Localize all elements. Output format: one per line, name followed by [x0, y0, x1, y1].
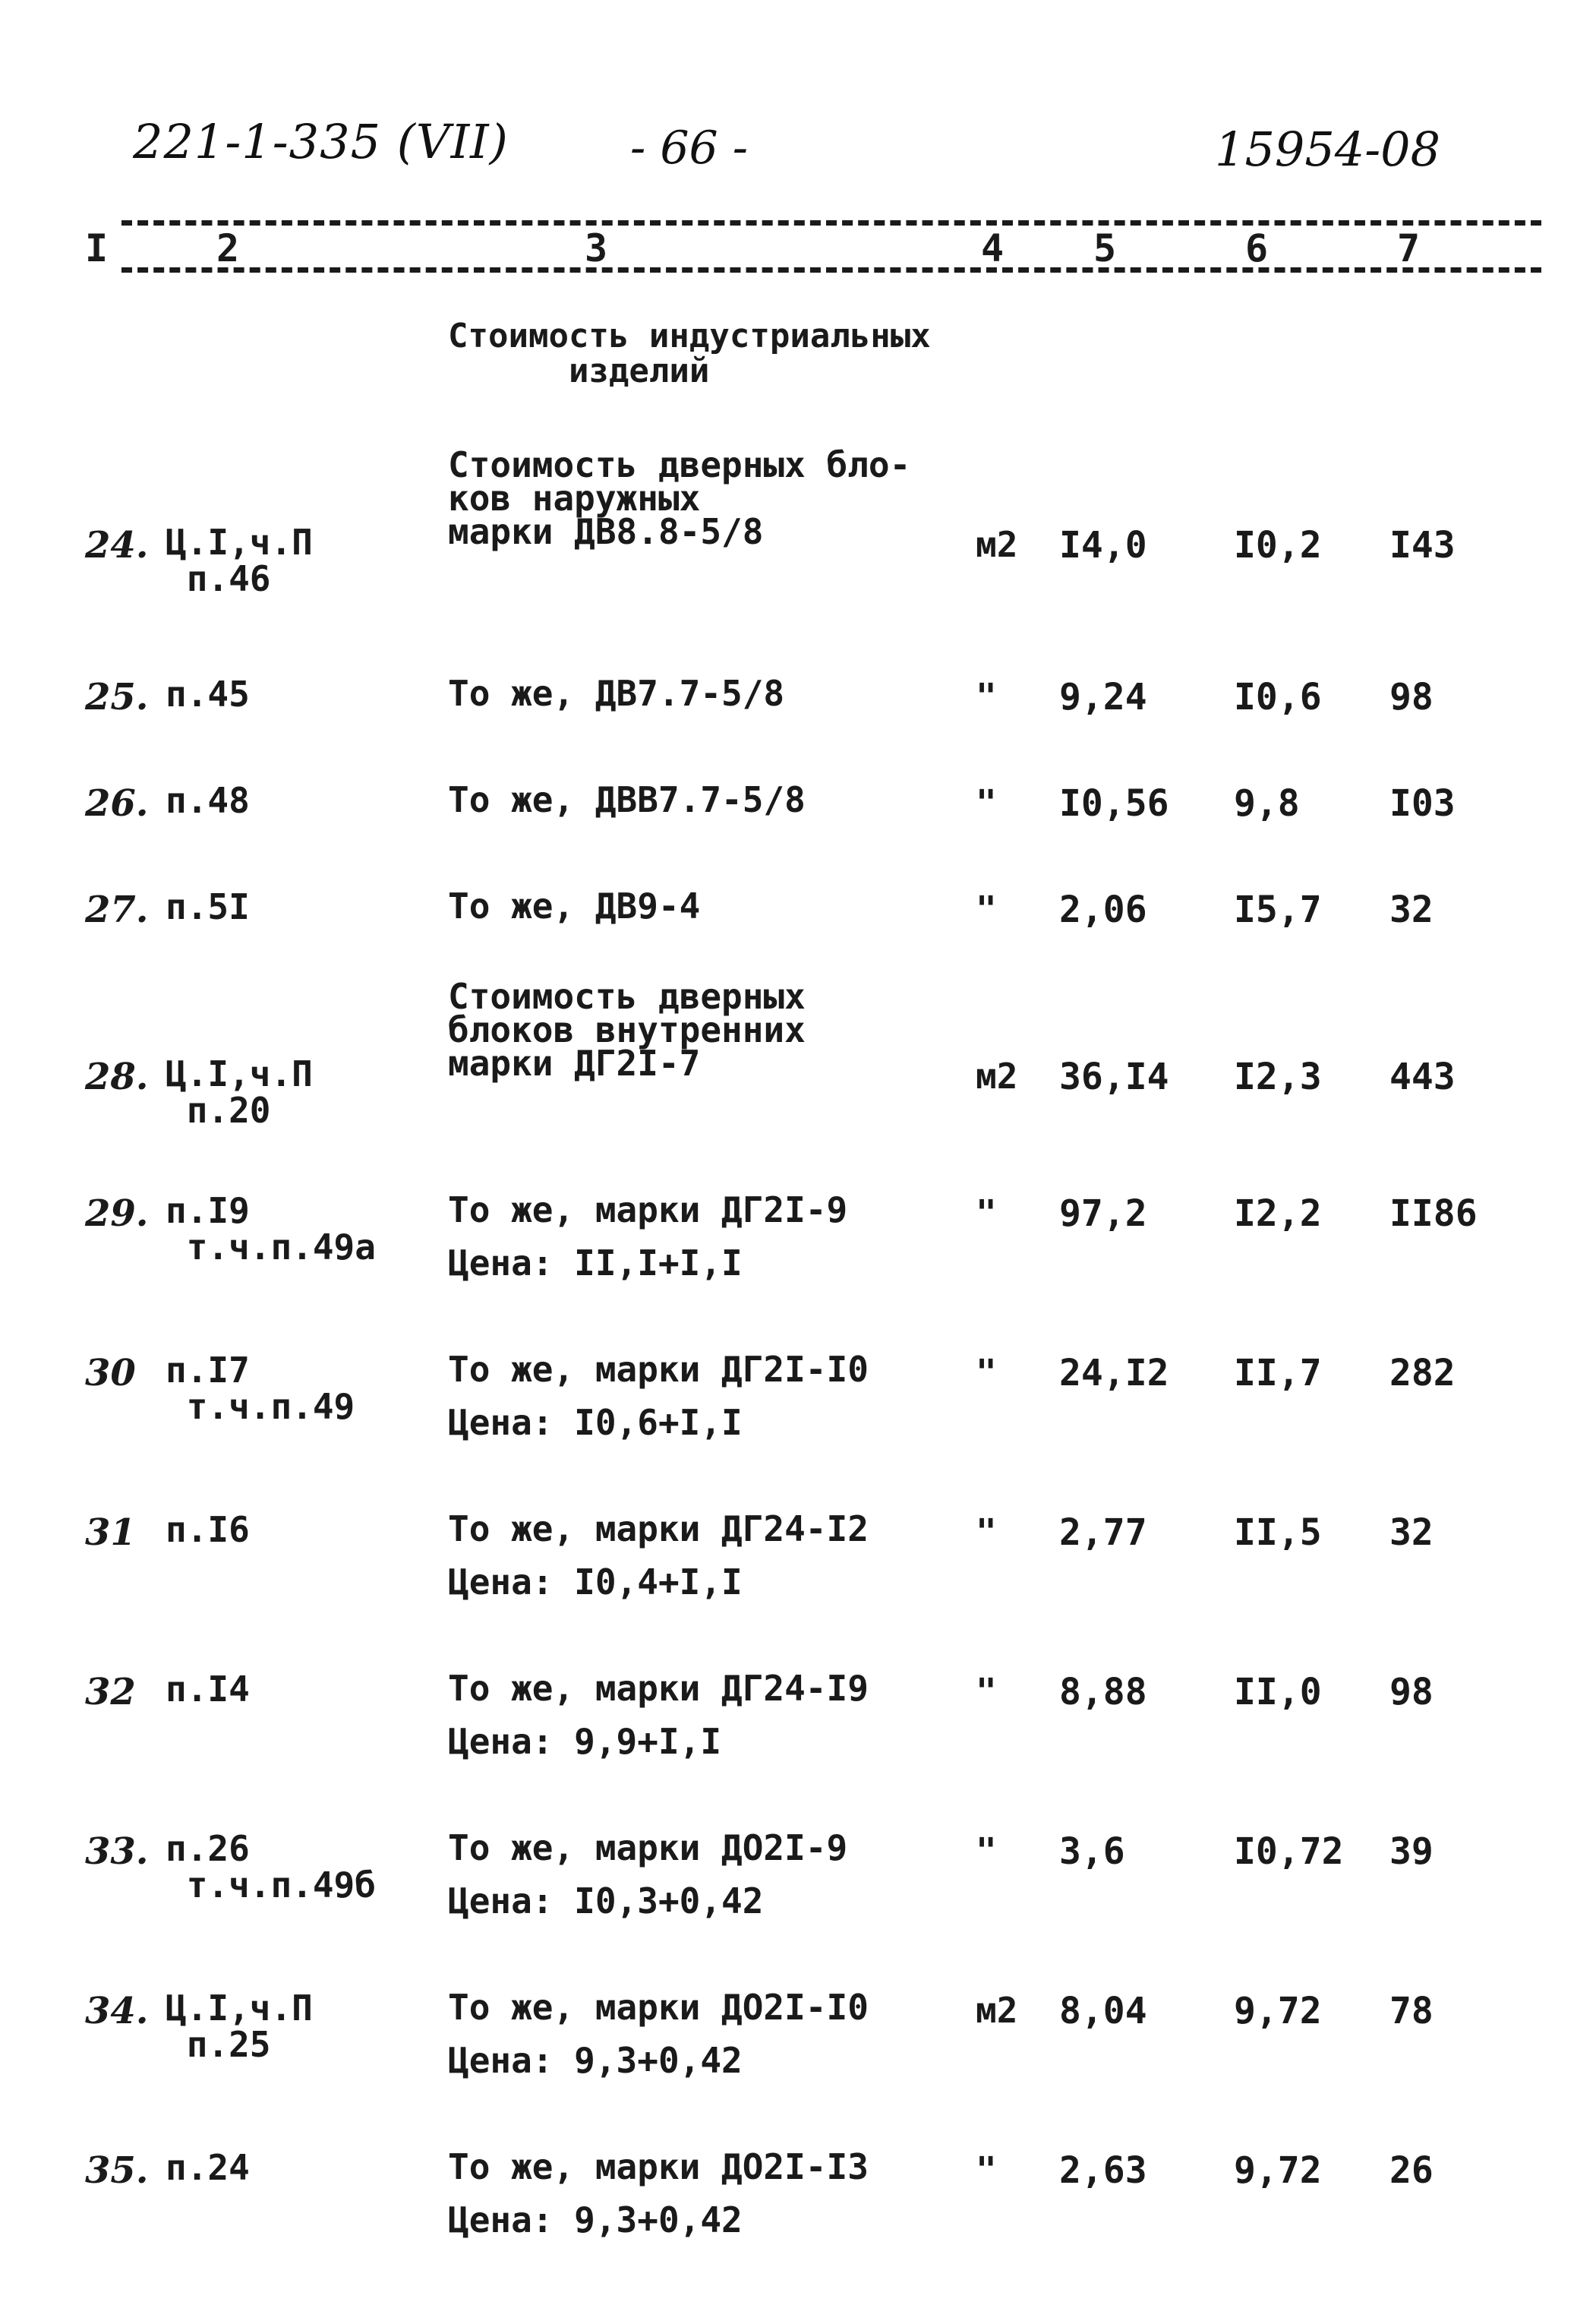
unit: " [976, 889, 997, 930]
table-row [0, 1668, 1596, 1762]
total-cost: 39 [1389, 1830, 1434, 1873]
unit-price: 9,72 [1234, 1990, 1322, 2032]
table-row [0, 1508, 1596, 1602]
unit: " [976, 1830, 997, 1871]
item-description: То же, марки ДГ2I-I0 Цена: I0,6+I,I [448, 1349, 869, 1443]
unit: " [976, 676, 997, 717]
column-number: 3 [585, 226, 608, 270]
price-reference: п.I6 [166, 1509, 250, 1550]
table-row [0, 1189, 1596, 1284]
table-row [0, 673, 1596, 718]
quantity: I0,56 [1059, 782, 1169, 825]
item-description: То же, ДВВ7.7-5/8 [448, 779, 806, 820]
row-number: 35. [85, 2149, 149, 2192]
row-number: 28. [85, 1056, 149, 1098]
total-cost: 32 [1389, 889, 1434, 931]
column-number: 7 [1397, 226, 1421, 270]
quantity: 8,88 [1059, 1671, 1147, 1713]
item-description: То же, марки ДО2I-I0 Цена: 9,3+0,42 [448, 1987, 869, 2081]
price-reference: Ц.I,ч.П п.46 [166, 522, 313, 599]
total-cost: 98 [1389, 1671, 1434, 1713]
unit-price: I2,2 [1234, 1192, 1322, 1235]
table-row [0, 1987, 1596, 2081]
item-description: Стоимость дверных блоков внутренних марки ДГ2I-7 [448, 976, 806, 1084]
quantity: 9,24 [1059, 676, 1147, 718]
row-number: 27. [85, 889, 149, 931]
unit-price: I0,72 [1234, 1830, 1344, 1873]
total-cost: 78 [1389, 1990, 1434, 2032]
quantity: 24,I2 [1059, 1352, 1169, 1394]
unit-price: I5,7 [1234, 889, 1322, 931]
section-title: Стоимость индустриальных изделий [448, 317, 931, 390]
unit-price: I0,2 [1234, 524, 1322, 567]
row-number: 25. [85, 676, 149, 718]
table-row [0, 444, 1596, 599]
row-number: 34. [85, 1990, 149, 2032]
unit-price: II,7 [1234, 1352, 1322, 1394]
item-description: То же, марки ДО2I-9 Цена: I0,3+0,42 [448, 1827, 848, 1921]
column-number: 6 [1245, 226, 1269, 270]
archive-number: 15954-08 [1215, 122, 1441, 177]
column-number: I [85, 226, 109, 270]
header-rule-top [121, 220, 1541, 226]
price-reference: п.24 [166, 2147, 250, 2188]
unit-price: II,5 [1234, 1511, 1322, 1554]
row-number: 32 [85, 1671, 136, 1713]
item-description: То же, марки ДГ24-I2 Цена: I0,4+I,I [448, 1508, 869, 1602]
column-number: 2 [216, 226, 240, 270]
column-number: 4 [981, 226, 1005, 270]
price-reference: п.I4 [166, 1669, 250, 1710]
unit-price: I2,3 [1234, 1056, 1322, 1098]
page-number: - 66 - [630, 122, 749, 175]
price-reference: Ц.I,ч.П п.25 [166, 1988, 313, 2065]
item-description: То же, ДВ9-4 [448, 886, 701, 927]
item-description: То же, марки ДГ2I-9 Цена: II,I+I,I [448, 1189, 848, 1284]
unit: " [976, 782, 997, 823]
total-cost: I03 [1389, 782, 1456, 825]
table-row [0, 1827, 1596, 1921]
row-number: 30 [85, 1352, 136, 1394]
unit: " [976, 1352, 997, 1393]
column-number: 5 [1093, 226, 1117, 270]
header-rule-bottom [121, 267, 1541, 273]
table-row [0, 779, 1596, 825]
total-cost: 32 [1389, 1511, 1434, 1554]
row-number: 31 [85, 1511, 136, 1554]
doc-code: 221-1-335 (VII) [133, 114, 509, 169]
unit: " [976, 2149, 997, 2190]
item-description: То же, марки ДГ24-I9 Цена: 9,9+I,I [448, 1668, 869, 1762]
table-row [0, 1349, 1596, 1443]
price-reference: п.I9 т.ч.п.49а [166, 1190, 376, 1268]
row-number: 33. [85, 1830, 149, 1873]
total-cost: 98 [1389, 676, 1434, 718]
price-reference: п.26 т.ч.п.49б [166, 1828, 376, 1906]
unit: м2 [976, 524, 1018, 565]
unit-price: 9,8 [1234, 782, 1300, 825]
quantity: 8,04 [1059, 1990, 1147, 2032]
price-reference: Ц.I,ч.П п.20 [166, 1053, 313, 1131]
unit-price: I0,6 [1234, 676, 1322, 718]
item-description: Стоимость дверных бло- ков наружных марки ДВ8.8-5/8 [448, 444, 911, 552]
unit: " [976, 1192, 997, 1233]
unit: " [976, 1511, 997, 1552]
row-number: 24. [85, 524, 149, 567]
unit: " [976, 1671, 997, 1712]
unit: м2 [976, 1990, 1018, 2031]
row-number: 26. [85, 782, 149, 825]
price-reference: п.45 [166, 674, 250, 715]
quantity: 97,2 [1059, 1192, 1147, 1235]
item-description: То же, марки ДО2I-I3 Цена: 9,3+0,42 [448, 2146, 869, 2240]
quantity: 2,77 [1059, 1511, 1147, 1554]
total-cost: I43 [1389, 524, 1456, 567]
quantity: 2,06 [1059, 889, 1147, 931]
price-reference: п.48 [166, 780, 250, 821]
total-cost: 282 [1389, 1352, 1456, 1394]
unit-price: 9,72 [1234, 2149, 1322, 2192]
total-cost: 443 [1389, 1056, 1456, 1098]
price-reference: п.I7 т.ч.п.49 [166, 1350, 355, 1427]
item-description: То же, ДВ7.7-5/8 [448, 673, 785, 714]
price-reference: п.5I [166, 886, 250, 927]
quantity: I4,0 [1059, 524, 1147, 567]
total-cost: II86 [1389, 1192, 1478, 1235]
quantity: 3,6 [1059, 1830, 1125, 1873]
quantity: 36,I4 [1059, 1056, 1169, 1098]
total-cost: 26 [1389, 2149, 1434, 2192]
table-row [0, 2146, 1596, 2240]
quantity: 2,63 [1059, 2149, 1147, 2192]
unit: м2 [976, 1056, 1018, 1097]
row-number: 29. [85, 1192, 149, 1235]
unit-price: II,0 [1234, 1671, 1322, 1713]
